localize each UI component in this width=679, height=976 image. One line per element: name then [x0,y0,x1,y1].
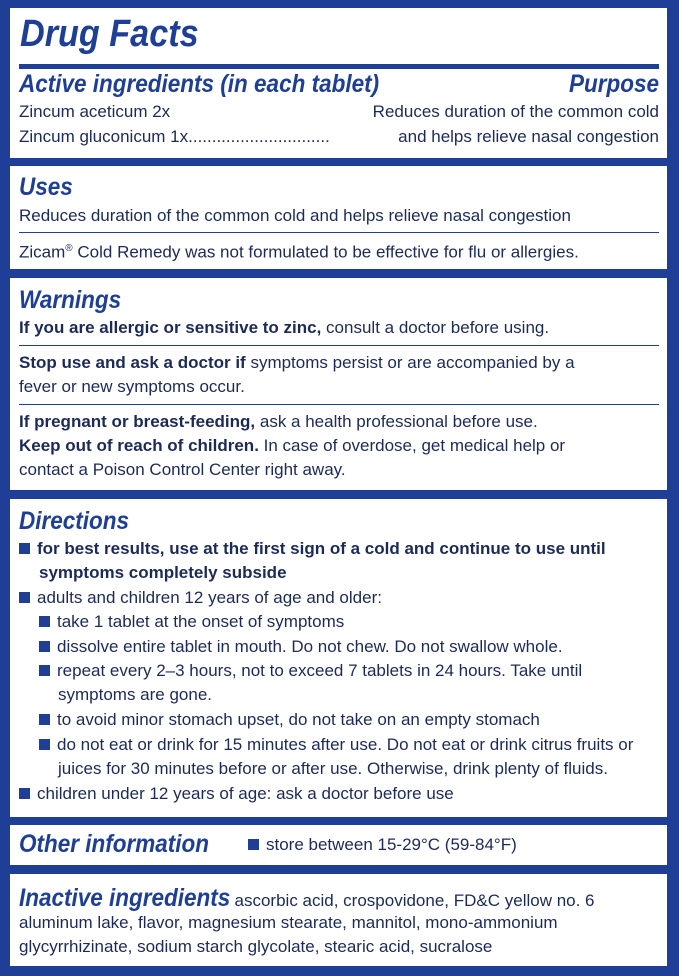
best-results-text: for best results, use at the first sign of a cold and continue to use until [37,539,606,558]
inactive-heading: Inactive ingredients [19,884,231,912]
keep-away-line-2: contact a Poison Control Center right away. [19,460,346,479]
pregnancy-text: ask a health professional before use. [255,412,538,431]
directions-panel [10,499,667,817]
inactive-ingredients-panel [10,874,667,966]
dose-item-5 [39,733,659,757]
title-rule [19,64,659,69]
dose-text: repeat every 2–3 hours, not to exceed 7 tablets in 24 hours. Take until [57,661,583,680]
warnings-divider-1 [19,345,659,346]
stop-use-bold: Stop use and ask a doctor if [19,353,246,372]
dose-text: dissolve entire tablet in mouth. Do not chew. Do not swallow whole. [57,637,563,656]
allergy-bold: If you are allergic or sensitive to zinc, [19,318,322,337]
directions-heading: Directions [19,507,130,535]
dose-item-1 [39,610,659,634]
bullet-square-icon [39,665,50,676]
stop-use-line-2: fever or new symptoms occur. [19,377,245,396]
uses-line-2 [19,237,659,265]
keep-away-text: In case of overdose, get medical help or [258,436,566,455]
keep-away-line-1 [19,434,659,458]
other-info-panel [10,825,667,865]
adults-text: adults and children 12 years of age and older: [37,588,382,607]
inactive-text-1: ascorbic acid, crospovidone, FD&C yellow no. 6 [229,891,595,910]
ingredient-name: Zincum gluconicum 1x [19,127,189,146]
uses-heading: Uses [19,173,73,201]
purpose-heading: Purpose [568,70,659,98]
warnings-heading: Warnings [19,286,122,314]
page-title: Drug Facts [20,13,199,55]
dose-item-3 [39,659,659,683]
warnings-divider-2 [19,404,659,405]
stop-use-text: symptoms persist or are accompanied by a [245,353,575,372]
adults-line [19,586,659,610]
bullet-square-icon [248,839,259,850]
bullet-square-icon [39,739,50,750]
dose-item-4 [39,708,659,732]
registered-mark: ® [65,243,73,254]
dose-item-2 [39,635,659,659]
drug-facts-panel [10,8,667,158]
allergy-warning [19,316,659,340]
bullet-square-icon [19,788,30,799]
bullet-square-icon [39,616,50,627]
pregnancy-warning [19,410,659,434]
storage-item [248,833,659,857]
dose-text: to avoid minor stomach upset, do not take on an empty stomach [57,710,540,729]
ingredient-name: Zincum aceticum 2x [19,102,171,121]
best-results-line-2: symptoms completely subside [39,563,287,582]
active-ingredients-heading: Active ingredients (in each tablet) [19,70,380,98]
dose-text: do not eat or drink for 15 minutes after use. Do not eat or drink citrus fruits or [57,735,634,754]
bullet-square-icon [39,714,50,725]
allergy-text: consult a doctor before using. [321,318,550,337]
brand-name: Zicam [19,242,66,262]
keep-away-bold: Keep out of reach of children. [19,436,259,455]
purpose-text-1: Reduces duration of the common cold [372,102,659,121]
dose-text: take 1 tablet at the onset of symptoms [57,612,345,631]
inactive-line-2: aluminum lake, flavor, magnesium stearate, mannitol, mono-ammonium [19,913,558,932]
pregnancy-bold: If pregnant or breast-feeding, [19,412,256,431]
storage-text: store between 15-29°C (59-84°F) [266,835,517,854]
bullet-square-icon [19,592,30,603]
dose-item-3-cont: symptoms are gone. [58,685,213,704]
purpose-text-2: and helps relieve nasal congestion [396,125,659,149]
bullet-square-icon [19,543,30,554]
inactive-line-3: glycyrrhizinate, sodium starch glycolate, stearic acid, sucralose [19,937,493,956]
dose-item-5-cont: juices for 30 minutes before or after use. Otherwise, drink plenty of fluids. [58,759,608,778]
uses-panel [10,166,667,269]
uses-note: Cold Remedy was not formulated to be effective for flu or allergies. [72,242,579,262]
children-text: children under 12 years of age: ask a doctor before use [37,784,454,803]
warnings-panel [10,278,667,490]
children-line [19,782,659,806]
leader-dots: .............................. [188,127,330,146]
bullet-square-icon [39,641,50,652]
other-info-heading: Other information [19,830,209,858]
stop-use-line-1 [19,351,659,375]
uses-divider [19,232,659,233]
best-results-line-1 [19,537,659,561]
uses-line-1: Reduces duration of the common cold and helps relieve nasal congestion [19,206,571,225]
